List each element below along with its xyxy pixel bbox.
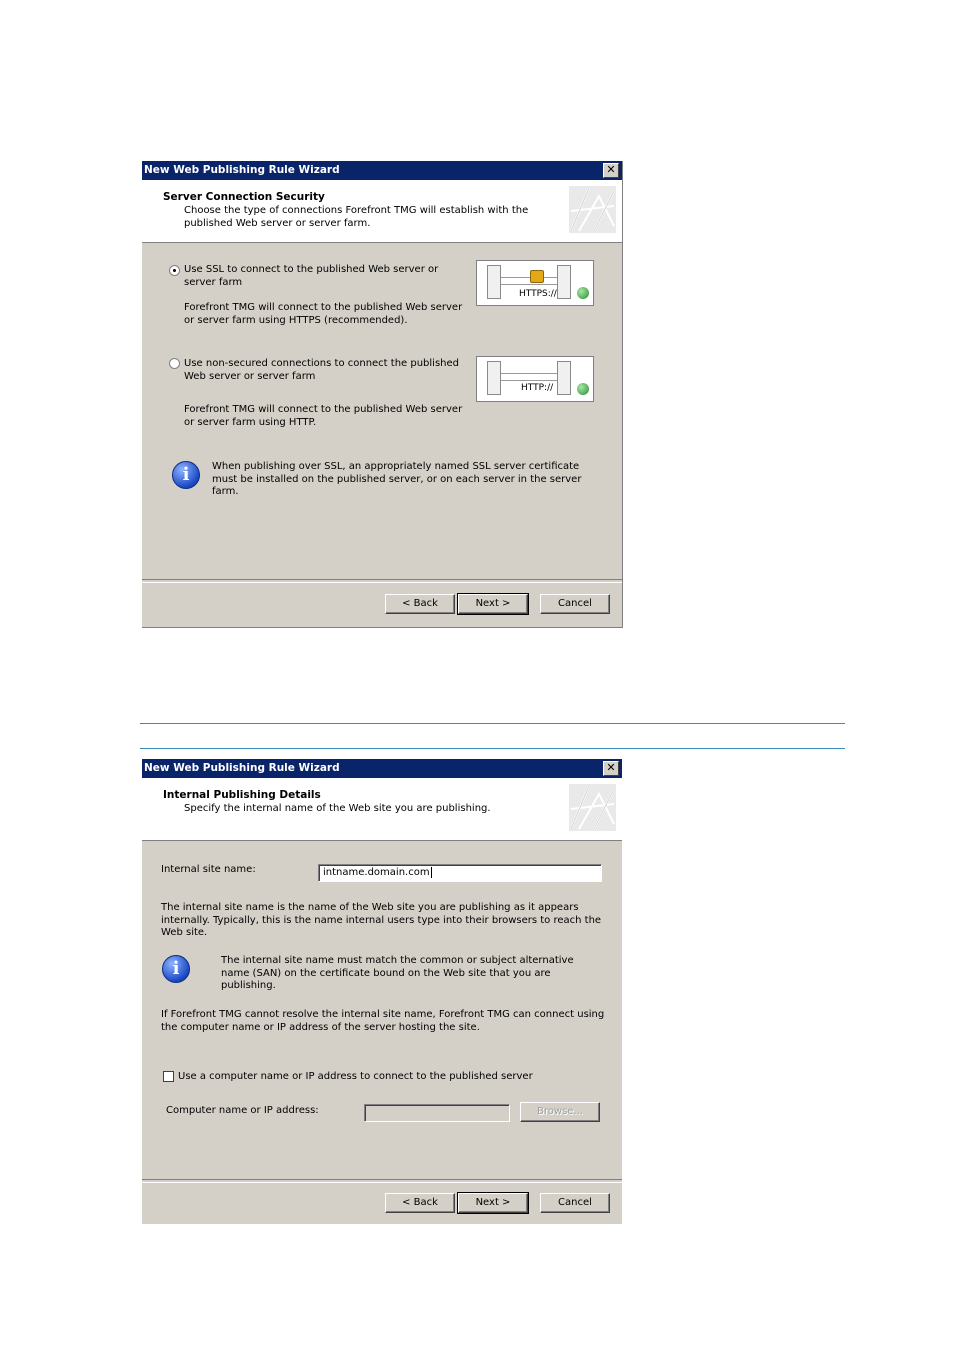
close-icon: ✕ <box>606 163 616 176</box>
back-button[interactable]: < Back <box>385 594 455 614</box>
internal-site-explanation: The internal site name is the name of the Web site you are publishing as it appears internally. Typically, this is the name internal users type into their browsers to reach the Web site. <box>161 902 602 938</box>
dialog-titlebar[interactable] <box>142 759 622 778</box>
wizard-banner-icon <box>569 186 616 233</box>
footer-divider <box>142 1179 622 1183</box>
ssl-radio[interactable] <box>169 265 180 276</box>
dialog-title: New Web Publishing Rule Wizard <box>144 164 340 176</box>
browse-button[interactable]: Browse... <box>520 1102 600 1122</box>
section-rule-bottom <box>140 748 845 749</box>
resolve-info-text: If Forefront TMG cannot resolve the internal site name, Forefront TMG can connect using the computer name or IP address of the server hosting the site. <box>161 1009 605 1033</box>
wizard-header <box>142 778 622 841</box>
page-subtitle: Choose the type of connections Forefront TMG will establish with the published Web server or server farm. <box>184 205 529 229</box>
page-title: Internal Publishing Details <box>163 789 321 801</box>
ssl-info-text: When publishing over SSL, an appropriately named SSL server certificate must be installed on the published server, or on each server in the server farm. <box>212 461 582 497</box>
computer-name-label: Computer name or IP address: <box>166 1105 319 1116</box>
wizard-dialog-internal-publishing-details <box>142 759 622 1224</box>
https-connection-image <box>476 260 594 306</box>
use-computer-name-checkbox[interactable] <box>163 1071 174 1082</box>
close-button[interactable] <box>603 163 619 178</box>
wizard-banner-icon <box>569 784 616 831</box>
section-rule-top <box>140 723 845 724</box>
internal-site-name-value: intname.domain.com <box>323 867 430 878</box>
next-button[interactable]: Next > <box>458 1193 528 1213</box>
http-label: HTTP:// <box>521 383 554 393</box>
dialog-title: New Web Publishing Rule Wizard <box>144 762 340 774</box>
internal-site-name-label: Internal site name: <box>161 864 256 875</box>
lock-icon <box>530 270 544 283</box>
next-button[interactable]: Next > <box>458 594 528 614</box>
http-option-label[interactable]: Use non-secured connections to connect the published Web server or server farm <box>184 358 460 382</box>
cancel-button[interactable]: Cancel <box>540 594 610 614</box>
close-button[interactable] <box>603 761 619 776</box>
page-subtitle: Specify the internal name of the Web site you are publishing. <box>184 803 491 814</box>
ssl-option-description: Forefront TMG will connect to the published Web server or server farm using HTTPS (recommended). <box>184 302 463 326</box>
computer-name-input[interactable] <box>364 1104 510 1122</box>
dialog-titlebar[interactable] <box>142 161 622 180</box>
cancel-button[interactable]: Cancel <box>540 1193 610 1213</box>
globe-icon <box>577 383 589 395</box>
page-title: Server Connection Security <box>163 191 325 203</box>
server-icon <box>557 265 571 299</box>
text-caret <box>431 867 432 878</box>
web-server-icon <box>487 265 501 299</box>
wizard-header <box>142 180 622 243</box>
san-info-text: The internal site name must match the common or subject alternative name (SAN) on the certificate bound on the Web site that you are publishing. <box>221 955 574 991</box>
http-connection-image <box>476 356 594 402</box>
use-computer-name-label[interactable]: Use a computer name or IP address to connect to the published server <box>178 1071 533 1082</box>
wizard-dialog-server-connection-security <box>142 161 623 628</box>
http-radio[interactable] <box>169 358 180 369</box>
info-icon: i <box>162 955 190 983</box>
http-option-description: Forefront TMG will connect to the published Web server or server farm using HTTP. <box>184 404 463 428</box>
server-icon <box>557 361 571 395</box>
footer-divider <box>142 579 622 583</box>
globe-icon <box>577 287 589 299</box>
https-label: HTTPS:// <box>519 289 557 299</box>
info-icon: i <box>172 461 200 489</box>
back-button[interactable]: < Back <box>385 1193 455 1213</box>
internal-site-name-input[interactable] <box>318 864 602 882</box>
close-icon: ✕ <box>606 761 616 774</box>
web-server-icon <box>487 361 501 395</box>
ssl-option-label[interactable]: Use SSL to connect to the published Web server or server farm <box>184 264 439 288</box>
